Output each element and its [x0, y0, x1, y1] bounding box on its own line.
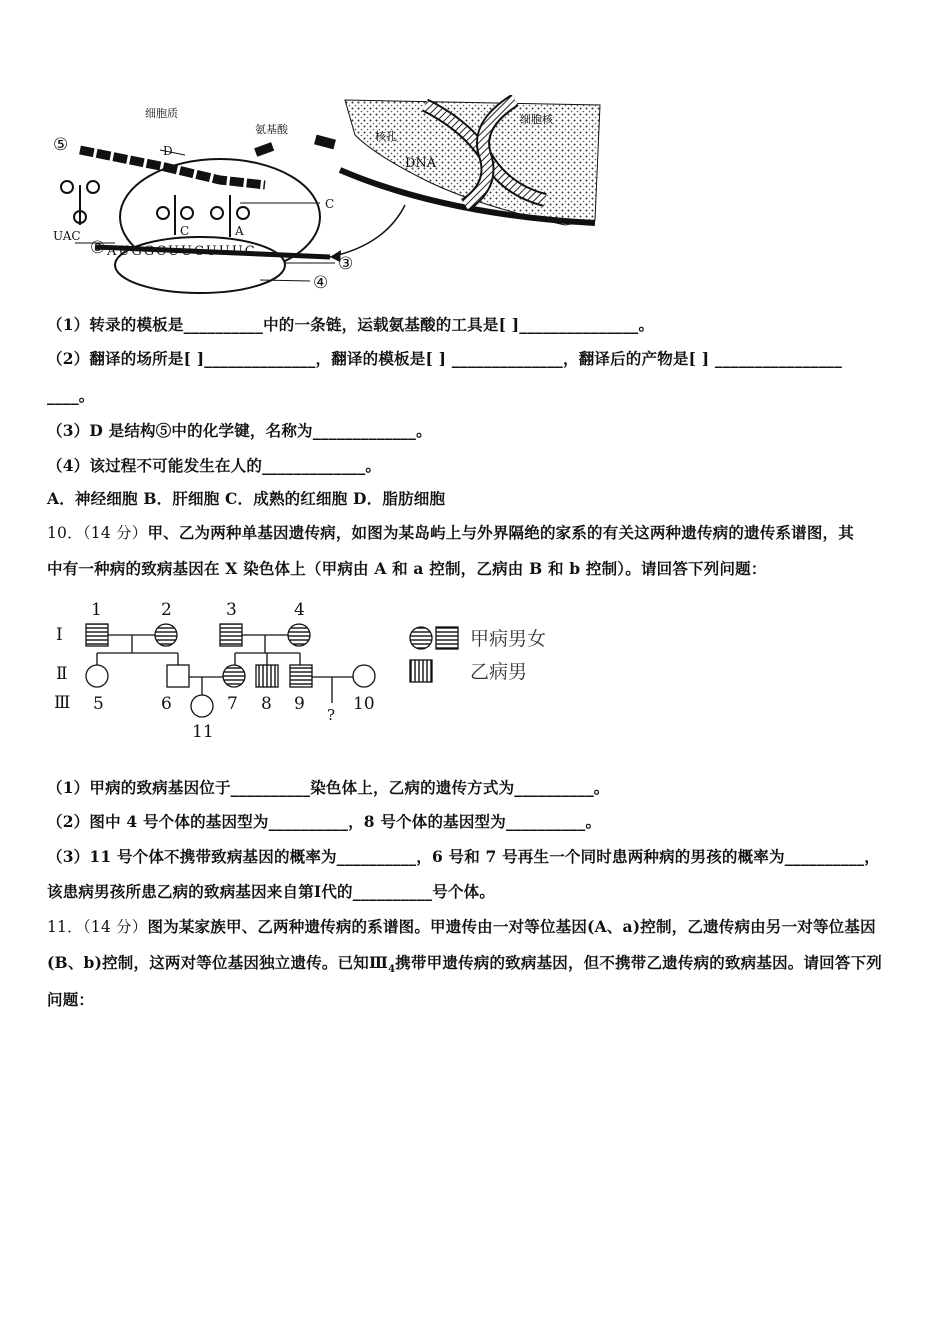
id-9: 9 — [294, 694, 305, 714]
q10-stem-line2: 中有一种病的致病基因在 X 染色体上（甲病由 A 和 a 控制，乙病由 B 和 b 控制）。请回答下列问题： — [47, 559, 767, 578]
q11-stem-line2 — [47, 951, 882, 975]
q10-part4: 该患病男孩所患乙病的致病基因来自第Ⅰ代的__________号个体。 — [47, 882, 496, 901]
pedigree-individual-3 — [220, 624, 242, 646]
label-3-left: ③ — [90, 238, 106, 258]
q11-stem-line1 — [47, 915, 876, 937]
gen-label-2: Ⅱ — [56, 664, 68, 684]
q11-stem-line3: 问题： — [47, 990, 95, 1009]
label-nuclear-pore: 核孔 — [375, 130, 397, 143]
mrna-export-arrow — [330, 205, 405, 257]
q11-number: 11． — [47, 918, 83, 936]
q10-part1: （1）甲病的致病基因位于__________染色体上，乙病的遗传方式为__________。 — [47, 778, 610, 797]
q11-stem2-subscript: 4 — [388, 964, 396, 976]
pedigree-individual-11 — [191, 695, 213, 717]
pedigree-individual-4 — [288, 624, 310, 646]
translation-diagram — [45, 95, 605, 300]
q10-stem-line1 — [47, 521, 854, 543]
id-7: 7 — [227, 694, 238, 714]
q9-part4: （4）该过程不可能发生在人的_____________。 — [47, 456, 382, 475]
legend-female-a-icon — [410, 627, 432, 649]
label-dna: DNA — [405, 156, 437, 171]
id-2: 2 — [161, 600, 172, 620]
label-nucleus: 细胞核 — [520, 113, 553, 126]
label-c: C — [325, 197, 335, 211]
pedigree-individual-7 — [223, 665, 245, 687]
label-trna-a: A — [235, 224, 244, 238]
pedigree-individual-10 — [353, 665, 375, 687]
pedigree-individual-1 — [86, 624, 108, 646]
label-4: ④ — [313, 273, 329, 293]
amino-acid-2 — [314, 135, 336, 150]
pedigree-individual-6 — [167, 665, 189, 687]
label-d: D — [163, 144, 173, 158]
amino-acid-1 — [254, 142, 274, 157]
legend-disease-a-label: 甲病男女 — [470, 628, 547, 650]
q11-stem1: 图为某家族甲、乙两种遗传病的系谱图。甲遗传由一对等位基因(A、a)控制，乙遗传病由另一对等位基因 — [147, 917, 876, 936]
label-amino-acid: 氨基酸 — [255, 123, 288, 136]
pedigree-individual-2 — [155, 624, 177, 646]
id-4: 4 — [294, 600, 305, 620]
pedigree-individual-9 — [290, 665, 312, 687]
label-3-right: ③ — [338, 254, 354, 274]
q9-part2: （2）翻译的场所是[ ]______________，翻译的模板是[ ] ______________，翻译后的产物是[ ] ________________ — [47, 349, 843, 368]
q11-points: （14 分） — [82, 918, 148, 936]
q10-part3: （3）11 号个体不携带致病基因的概率为__________，6 号和 7 号再生一个同时患两种病的男孩的概率为__________， — [47, 847, 880, 866]
id-1: 1 — [91, 600, 102, 620]
id-10: 10 — [353, 694, 375, 714]
q10-points: （14 分） — [82, 524, 148, 542]
q11-stem2a: (B、b)控制，这两对等位基因独立遗传。已知Ⅲ — [47, 953, 389, 972]
q9-part2-continued: ____。 — [47, 386, 95, 405]
q9-options: A．神经细胞 B．肝细胞 C．成熟的红细胞 D．脂肪细胞 — [47, 489, 446, 508]
label-cytoplasm: 细胞质 — [145, 107, 178, 120]
label-mrna-sequence: AUGGCUUCUUUC — [107, 244, 257, 259]
id-11: 11 — [192, 722, 214, 742]
q10-stem1: 甲、乙为两种单基因遗传病，如图为某岛屿上与外界隔绝的家系的有关这两种遗传病的遗传系谱图，其 — [147, 523, 854, 542]
pedigree-individual-8 — [256, 665, 278, 687]
id-unknown: ? — [327, 706, 336, 724]
q9-part3: （3）D 是结构⑤中的化学键，名称为_____________。 — [47, 421, 432, 440]
label-5: ⑤ — [53, 135, 69, 155]
q10-part2: （2）图中 4 号个体的基因型为__________，8 号个体的基因型为__________。 — [47, 812, 602, 831]
legend-male-a-icon — [436, 627, 458, 649]
pedigree-chart — [50, 595, 570, 745]
trna-free — [61, 181, 99, 225]
id-5: 5 — [93, 694, 104, 714]
id-3: 3 — [226, 600, 237, 620]
id-8: 8 — [261, 694, 272, 714]
legend-male-b-icon — [410, 660, 432, 682]
legend-disease-b-label: 乙病男 — [470, 661, 528, 683]
gen-label-1: Ⅰ — [56, 625, 63, 645]
label-anticodon: UAC — [53, 229, 81, 243]
q11-stem2b: 携带甲遗传病的致病基因，但不携带乙遗传病的致病基因。请回答下列 — [395, 953, 882, 972]
id-6: 6 — [161, 694, 172, 714]
label-trna-c: C — [180, 224, 190, 238]
pedigree-individual-5 — [86, 665, 108, 687]
q9-part1: （1）转录的模板是__________中的一条链，运载氨基酸的工具是[ ]_______________。 — [47, 315, 655, 334]
gen-label-3: Ⅲ — [54, 693, 71, 713]
q10-number: 10． — [47, 524, 83, 542]
